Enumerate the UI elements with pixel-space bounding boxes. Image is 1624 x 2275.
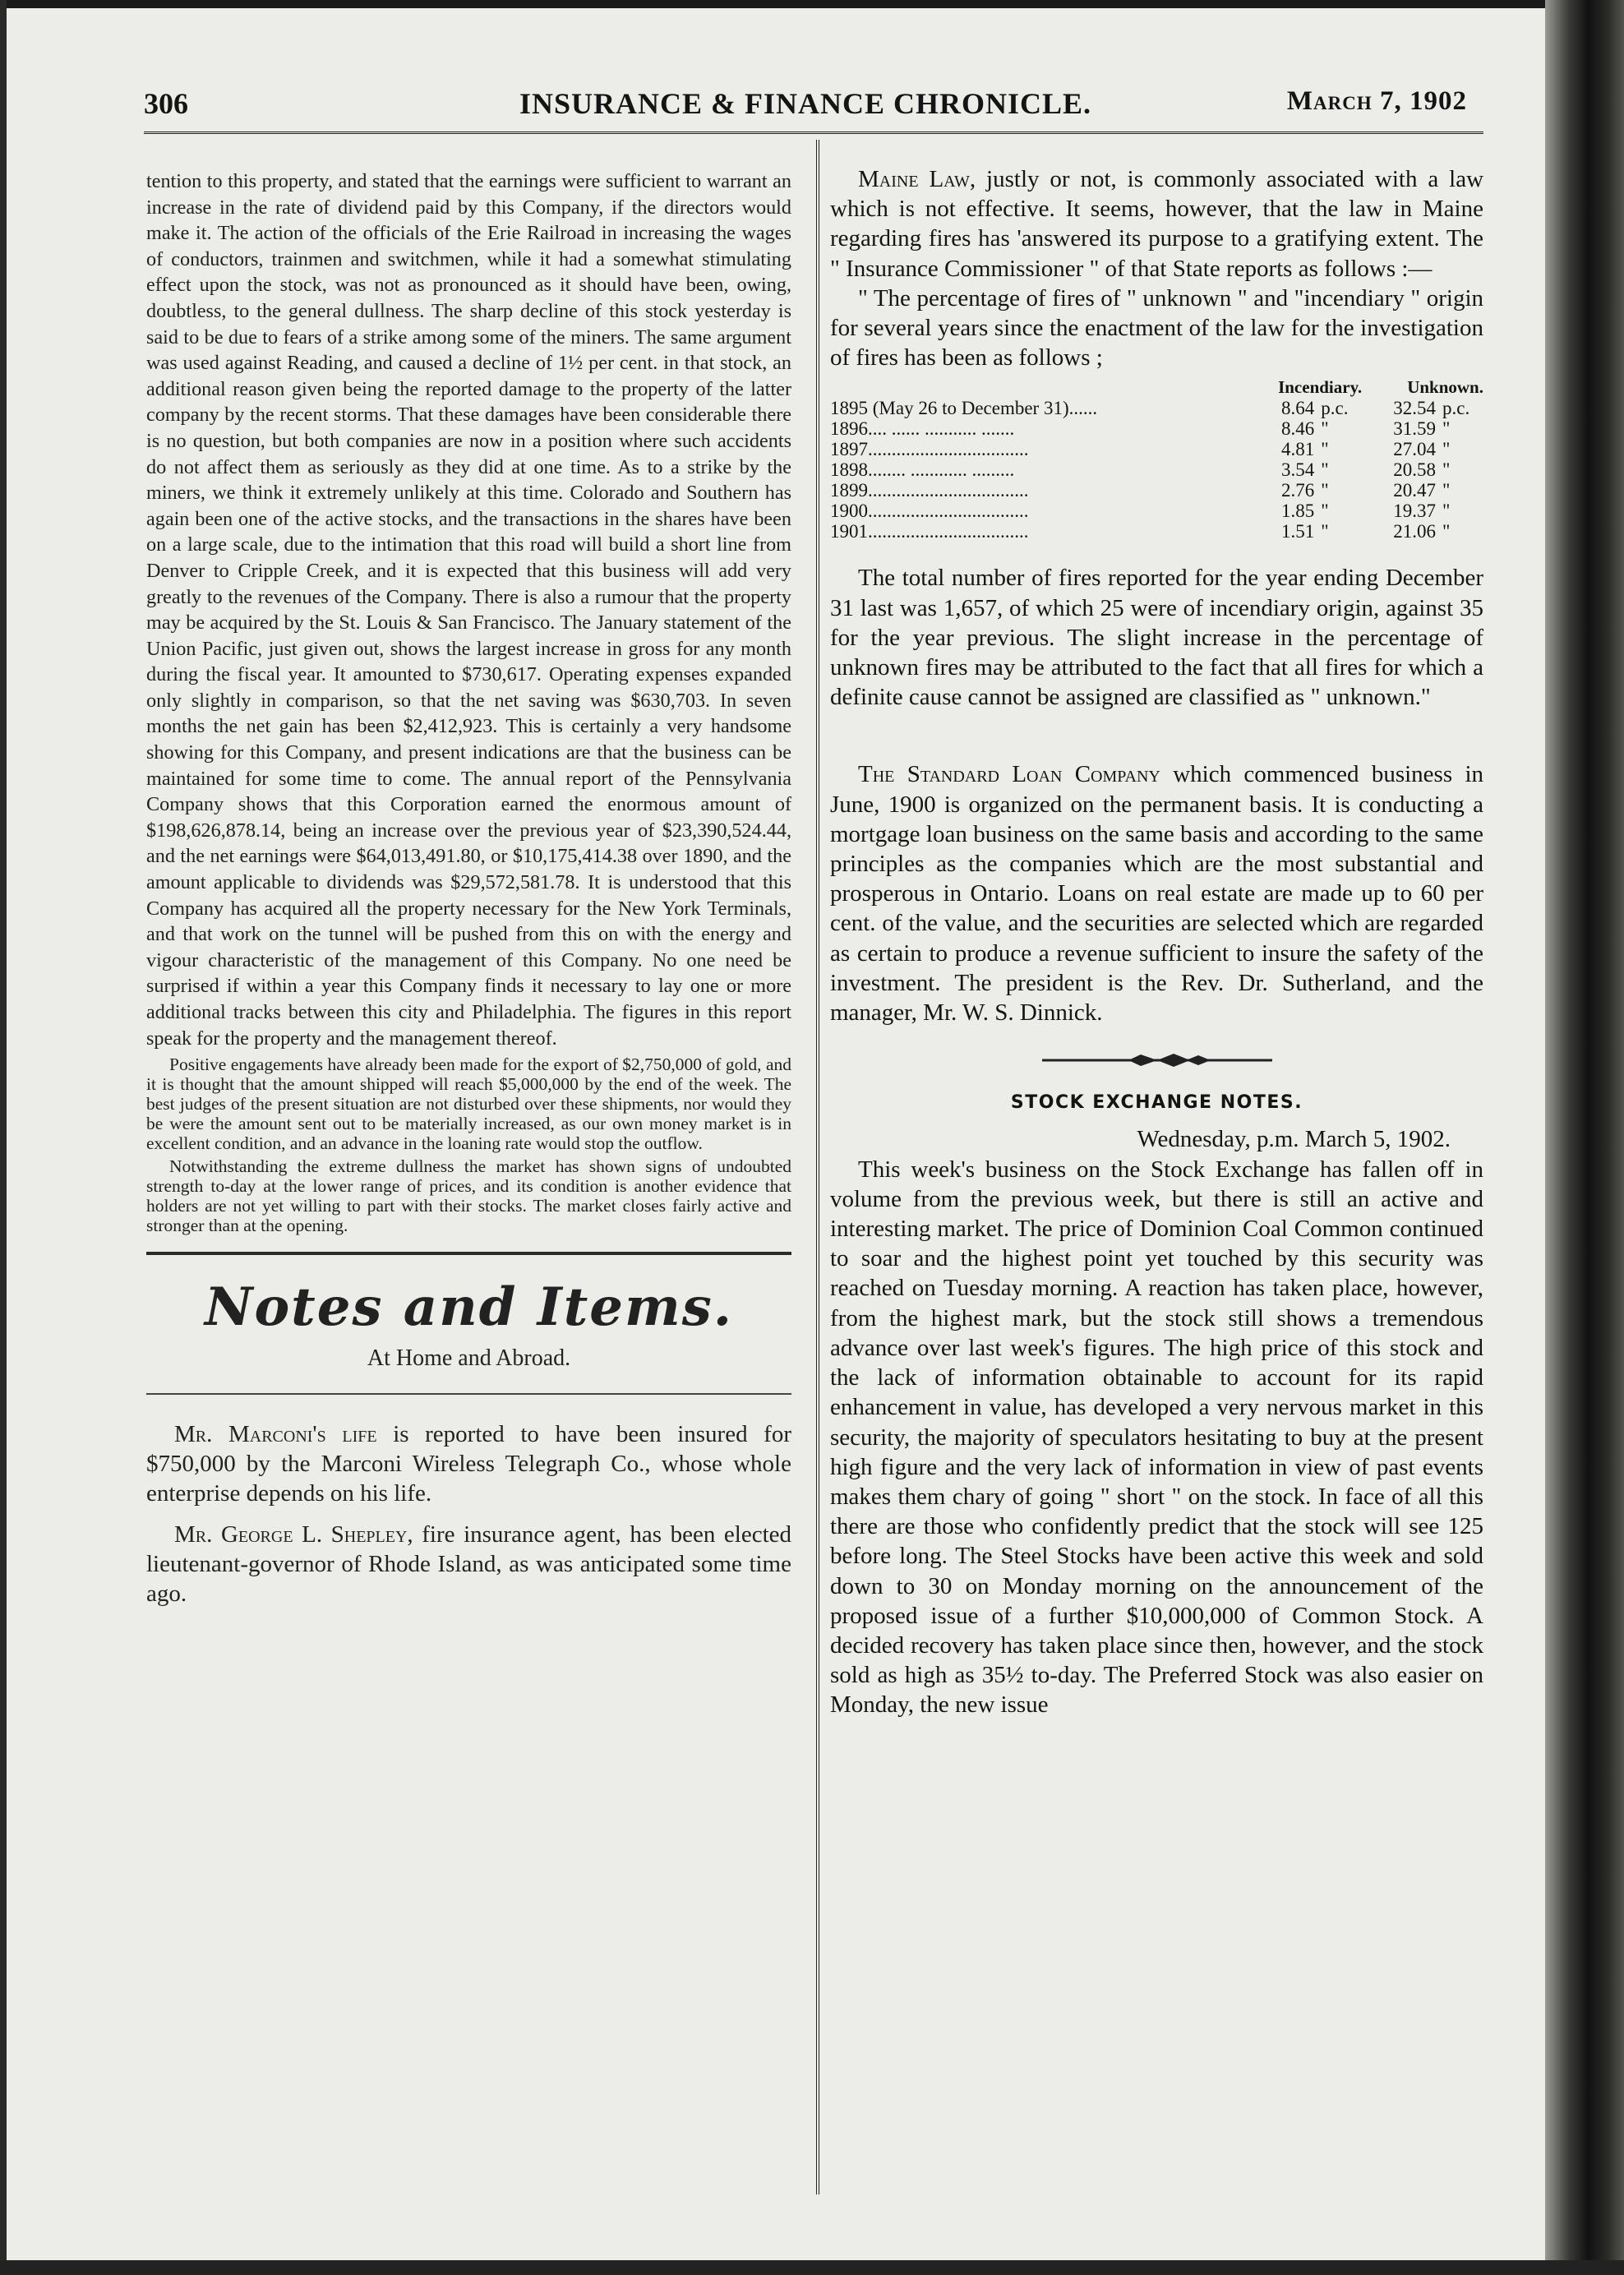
standard-loan-paragraph	[830, 759, 1483, 1027]
fire-statistics-table	[830, 377, 1483, 542]
standard-loan-lead: The Standard Loan Company	[858, 761, 1160, 788]
unknown-value: 20.58	[1393, 459, 1437, 481]
unknown-value: 27.04	[1393, 439, 1437, 460]
table-row	[830, 398, 1483, 418]
book-binding-shadow	[1545, 0, 1624, 2275]
standard-loan-text: which commenced business in June, 1900 is organized on the permanent basis. It is conducting a mortgage loan business on the same basis and according to the same principles as the companies which are the most substantial and prosperous in Ontario. Loans on real estate are made up to 60 per cent. of the value, and the securities are selected which are regarded as certain to produce a revenue sufficient to insure the safety of the investment. The president is the Rev. Dr. Sutherland, and the manager, Mr. W. S. Dinnick.	[830, 761, 1484, 1027]
market-report-paragraph: tention to this property, and stated that the earnings were sufficient to warrant an increase in the rate of dividend paid by this Company, if the directors would make it. The action of the officials of the Erie Railroad in increasing the wages of conductors, trainmen and switchmen, while it had a somewhat stimulating effect upon the stock, was not as pronounced as it should have been, owing, doubtless, to the general dullness. The sharp decline of this stock yesterday is said to be due to fears of a strike among some of the miners. The same argument was used against Reading, and caused a decline of 1½ per cent. in that stock, an additional reason given being the reported damage to the property of the latter company by the recent storms. That these damages have been considerable there is no question, but both companies are now in a position where such accidents do not affect them as seriously as they did at one time. As to a strike by the miners, we think it extremely unlikely at this time. Colorado and Southern has again been one of the active stocks, and the transactions in the shares have been on a large scale, due to the intimation that this road will build a short line from Denver to Cripple Creek, and it is expected that this business will add very greatly to the revenues of the Company. There is also a rumour that the property may be acquired by the St. Louis & San Francisco. The January statement of the Union Pacific, just given out, shows the largest increase in gross for any month during the fiscal year. It amounted to $730,617. Operating expenses expanded only slightly in comparison, so that the net saving was $630,703. In seven months the net gain has been $2,412,923. This is certainly a very handsome showing for this Company, and present indications are that the business can be maintained for some time to come. The annual report of the Pennsylvania Company shows that this Corporation earned the enormous amount of $198,626,878.14, being an increase over the previous year of $23,390,524.44, and the net earnings were $64,013,491.80, or $10,175,414.38 over 1890, and the amount applicable to dividends was $29,572,581.78. It is understood that this Company has acquired all the property necessary for the New York Terminals, and that work on the tunnel will be pushed from this on with the energy and vigour characteristic of the management of this Company. No one need be surprised if within a year this Company finds it necessary to lay one or more additional tracks between this city and Philadelphia. The figures in this report speak for the property and the management thereof.	[146, 170, 791, 1050]
row-year: 1901..................................	[830, 521, 1029, 542]
incendiary-value: 8.46	[1280, 418, 1315, 440]
unknown-unit: "	[1442, 501, 1451, 522]
row-year: 1895 (May 26 to December 31)......	[830, 398, 1098, 419]
page-header	[144, 86, 1467, 122]
unknown-value: 20.47	[1393, 480, 1437, 501]
column-header-incendiary: Incendiary.	[1278, 377, 1363, 398]
table-row	[830, 439, 1483, 459]
notes-section-title: Notes and Items.	[204, 1276, 734, 1339]
unknown-value: 32.54	[1393, 398, 1437, 419]
row-year: 1896.... ...... ........... .......	[830, 418, 1015, 440]
incendiary-unit: "	[1321, 501, 1329, 522]
unknown-unit: "	[1442, 418, 1451, 440]
page-number: 306	[144, 87, 188, 120]
maine-law-paragraph	[830, 164, 1483, 284]
row-year: 1899..................................	[830, 480, 1029, 501]
unknown-unit: "	[1442, 459, 1451, 481]
unknown-unit: "	[1442, 521, 1451, 542]
maine-law-lead: Maine Law,	[858, 166, 976, 192]
incendiary-unit: "	[1321, 521, 1329, 542]
right-column	[830, 164, 1483, 1720]
header-rule	[144, 132, 1483, 134]
incendiary-value: 3.54	[1280, 459, 1315, 481]
scan-edge-left	[0, 0, 7, 2275]
row-year: 1898........ ............ .........	[830, 459, 1015, 481]
table-row	[830, 501, 1483, 521]
maine-law-text: justly or not, is commonly associated with a law which is not effective. It seems, however, that the law in Maine regarding fires has 'answered its purpose to a gratifying extent. The " Insurance Commissioner " of that State reports as follows :—	[830, 166, 1484, 282]
maine-quote-paragraph: " The percentage of fires of " unknown " and "incendiary " origin for several years since the enactment of the law for the investigation of fires has been as follows ;	[830, 284, 1483, 371]
shepley-item-lead: Mr. George L. Shepley,	[174, 1521, 413, 1548]
table-row	[830, 480, 1483, 501]
issue-date: March 7, 1902	[1286, 86, 1467, 116]
row-year: 1900..................................	[830, 501, 1029, 522]
incendiary-value: 1.51	[1280, 521, 1315, 542]
incendiary-unit: "	[1321, 480, 1329, 501]
unknown-value: 31.59	[1393, 418, 1437, 440]
incendiary-unit: p.c.	[1321, 398, 1349, 419]
row-year: 1897..................................	[830, 439, 1029, 460]
incendiary-unit: "	[1321, 418, 1329, 440]
notes-section-subtitle: At Home and Abroad.	[367, 1345, 571, 1372]
marconi-item-lead: Mr. Marconi's life	[174, 1420, 377, 1447]
unknown-unit: "	[1442, 480, 1451, 501]
marconi-item-text: is reported to have been insured for $750,000 by the Marconi Wireless Telegraph Co., whose whole enterprise depends on his life.	[146, 1420, 792, 1507]
incendiary-value: 2.76	[1280, 480, 1315, 501]
left-column	[146, 168, 791, 1608]
unknown-value: 21.06	[1393, 521, 1437, 542]
incendiary-unit: "	[1321, 459, 1329, 481]
shepley-item	[146, 1520, 791, 1608]
table-row	[830, 459, 1483, 480]
market-close-paragraph: Notwithstanding the extreme dullness the market has shown signs of undoubted strength to-day at the lower range of prices, and its condition is another evidence that holders are not yet willing to part with their stocks. The market closes fairly active and stronger than at the opening.	[146, 1156, 791, 1236]
unknown-value: 19.37	[1393, 501, 1437, 522]
section-divider	[146, 1252, 791, 1255]
column-header-unknown: Unknown.	[1407, 377, 1483, 398]
incendiary-unit: "	[1321, 439, 1329, 460]
gold-export-paragraph: Positive engagements have already been made for the export of $2,750,000 of gold, and it is thought that the amount shipped will reach $5,000,000 by the end of the week. The best judges of the present situation are not disturbed over these shipments, nor would they be were the amount sent out to be materially increased, as our own money market is in excellent condition, and an advance in the loaning rate would stop the outflow.	[146, 1054, 791, 1154]
table-row	[830, 418, 1483, 439]
incendiary-value: 1.85	[1280, 501, 1315, 522]
incendiary-value: 8.64	[1280, 398, 1315, 419]
stock-exchange-paragraph: This week's business on the Stock Exchange has fallen off in volume from the previous week, but there is still an active and interesting market. The price of Dominion Coal Common continued to soar and the highest point yet touched by this security was reached on Tuesday morning. A reaction has taken place, however, from the highest mark, but the stock still shows a tremendous advance over last week's figures. The high price of this stock and the lack of information obtainable to account for its rapid enhancement in value, has developed a very nervous market in this security, the majority of speculators hesitating to buy at the present high figure and the very lack of information in view of past events makes them chary of going " short " on the stock. In face of all this there are those who confidently predict that the stock will see 125 before long. The Steel Stocks have been active this week and sold down to 30 on Monday morning on the announcement of the proposed issue of a further $10,000,000 of Common Stock. A decided recovery has taken place since then, however, and the stock sold as high as 35½ to-day. The Preferred Stock was also easier on Monday, the new issue	[830, 1156, 1483, 1719]
total-fires-paragraph: The total number of fires reported for the year ending December 31 last was 1,657, of which 25 were of incendiary origin, against 35 for the year previous. The slight increase in the percentage of unknown fires may be attributed to the fact that all fires for which a definite cause cannot be assigned are classified as " unknown."	[830, 565, 1483, 711]
scan-edge-bottom	[0, 2260, 1624, 2275]
table-header-row	[830, 377, 1483, 398]
section-divider-thin	[146, 1393, 791, 1395]
publication-title: INSURANCE & FINANCE CHRONICLE.	[519, 87, 1092, 120]
marconi-item	[146, 1419, 791, 1508]
incendiary-value: 4.81	[1280, 439, 1315, 460]
stock-exchange-dateline: Wednesday, p.m. March 5, 1902.	[1137, 1126, 1451, 1153]
unknown-unit: "	[1442, 439, 1451, 460]
scan-edge-top	[0, 0, 1624, 8]
table-row	[830, 521, 1483, 542]
stock-exchange-heading: STOCK EXCHANGE NOTES.	[1010, 1092, 1303, 1114]
column-rule	[816, 140, 819, 2194]
unknown-unit: p.c.	[1442, 398, 1470, 419]
shepley-item-text: fire insurance agent, has been elected lieutenant-governor of Rhode Island, as was anticipated some time ago.	[146, 1521, 791, 1607]
ornament-divider	[1042, 1050, 1272, 1070]
